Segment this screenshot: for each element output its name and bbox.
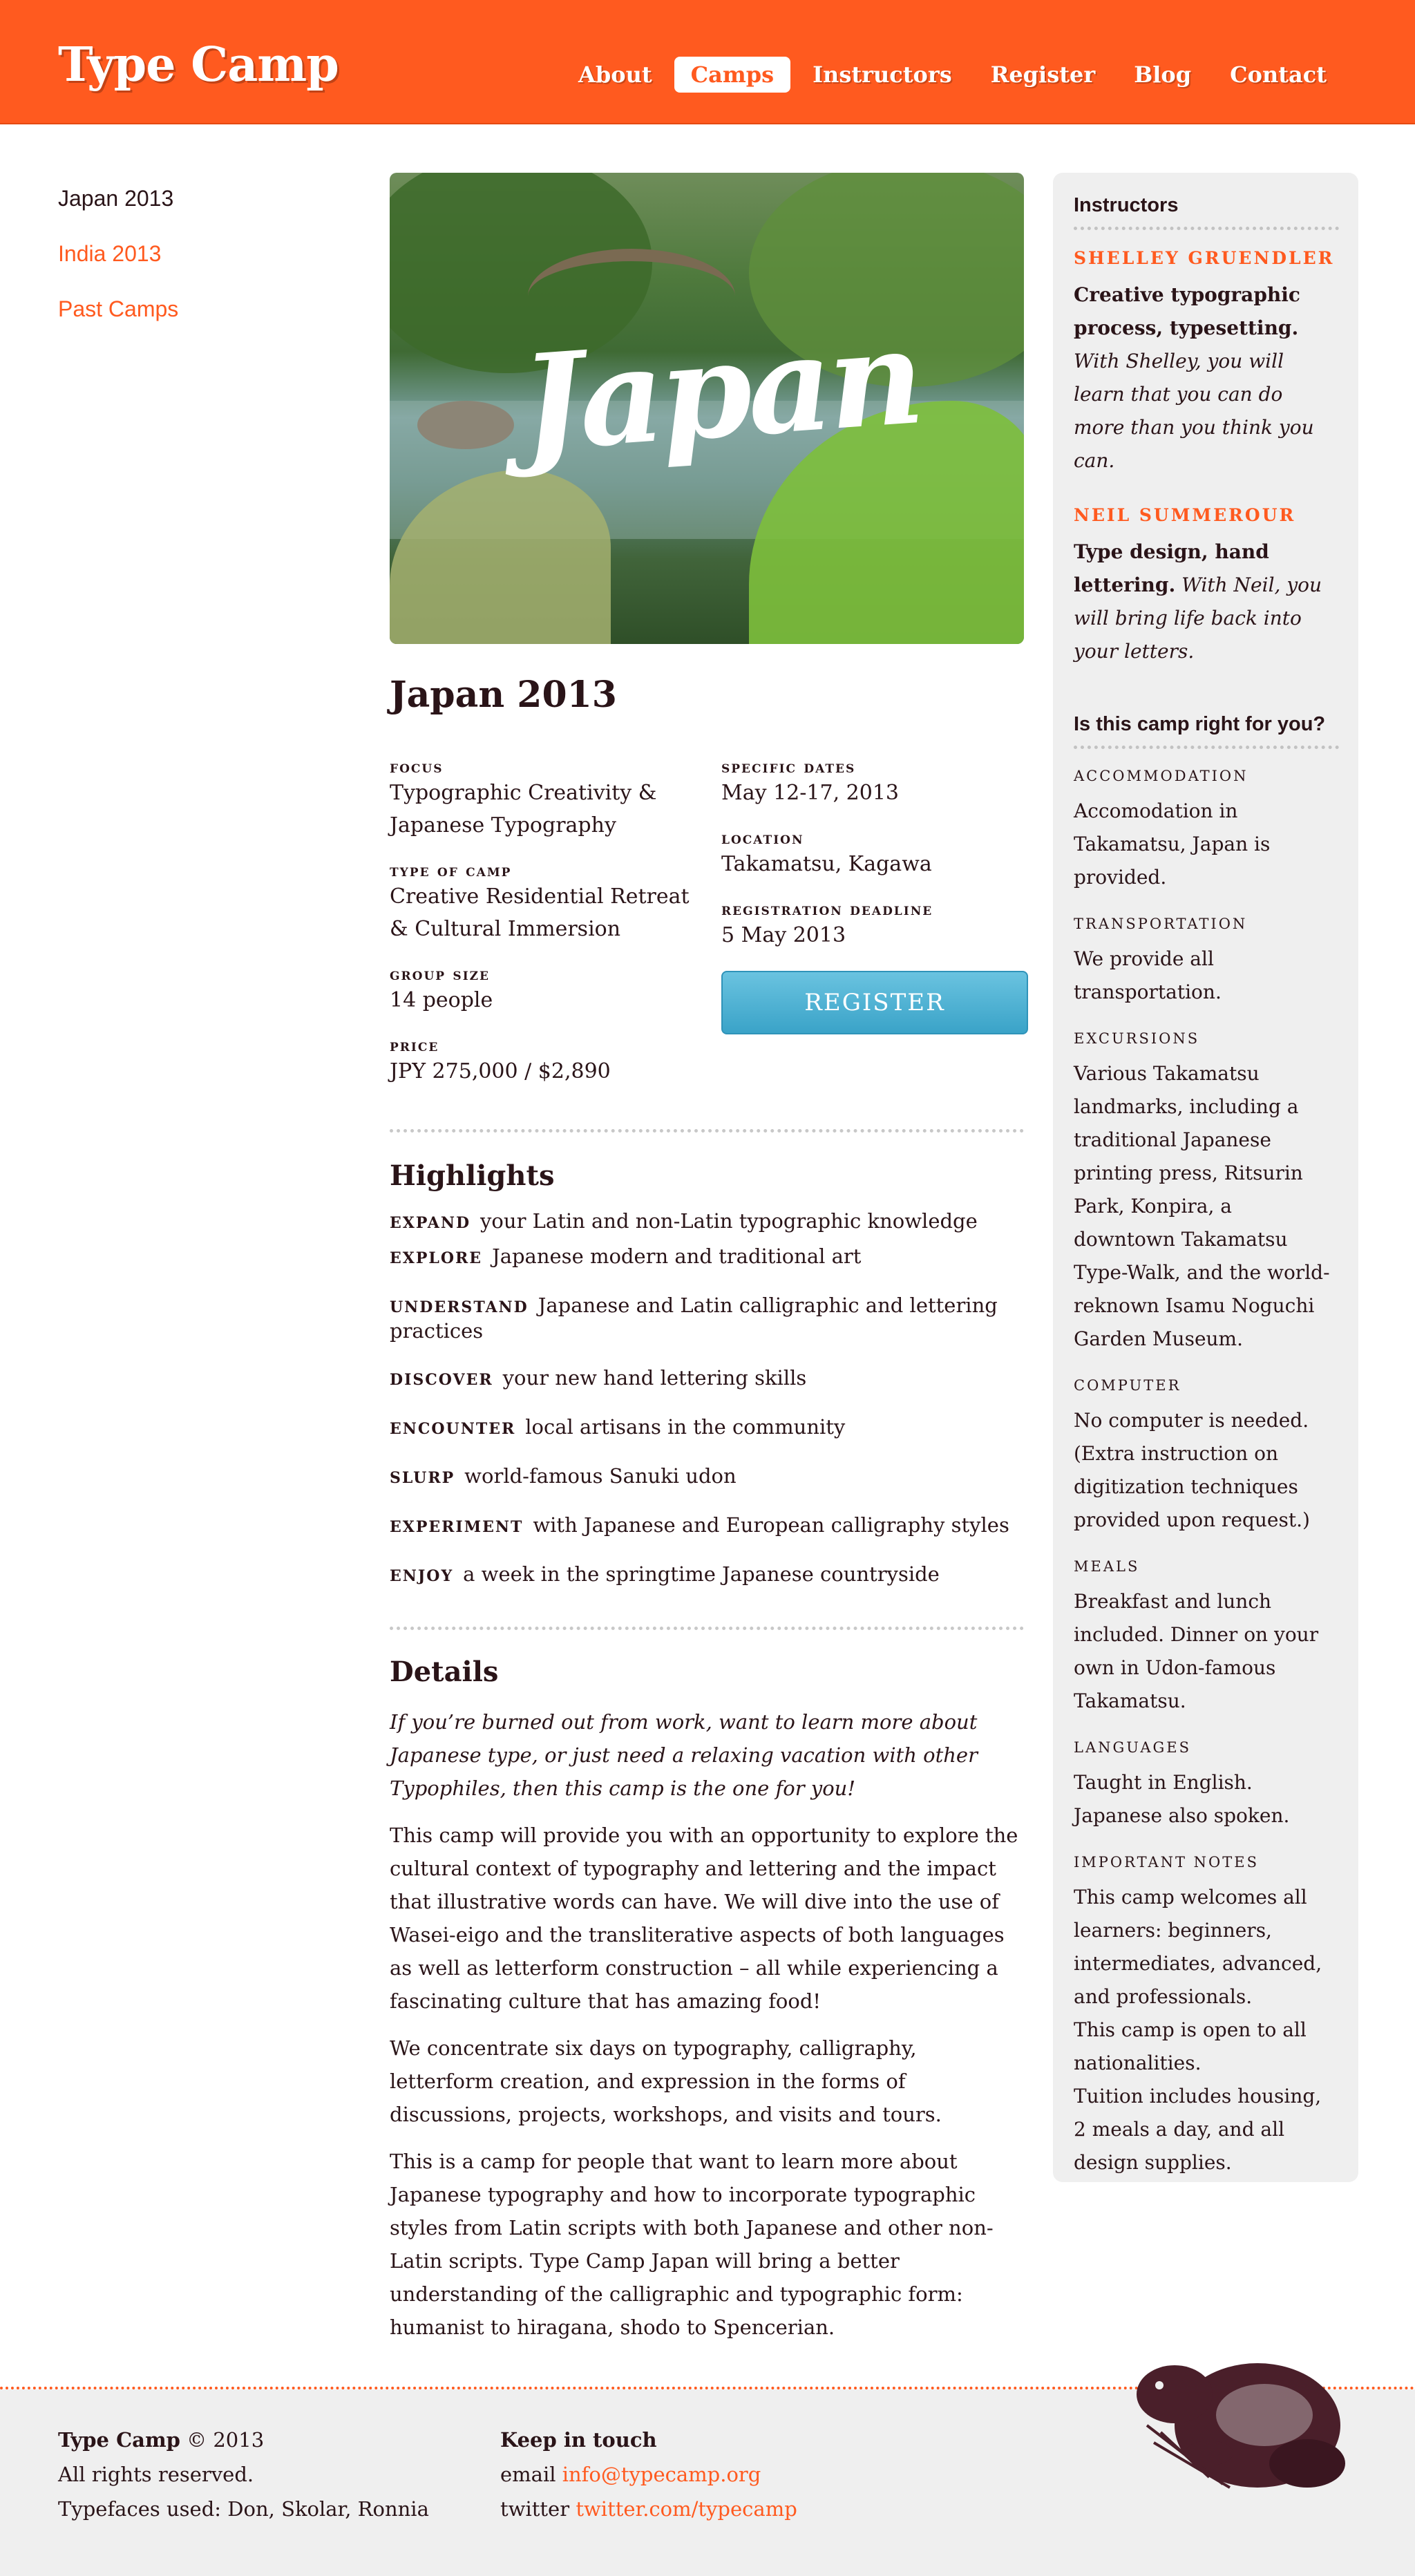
details-paragraph: This camp will provide you with an opportunity to explore the cultural context of typography and lettering and the impact that illustrative words can have. We will dive into the use of Wasei-eigo and the transliterative aspects of both languages as well as letterform construction – all while experiencing a fascinating culture that has amazing food!: [390, 1824, 1018, 2013]
fact-label: specific dates: [721, 757, 856, 777]
fact-dates: [721, 757, 1025, 809]
instructor-specialty: Type design, hand lettering.: [1074, 540, 1269, 596]
site-logo[interactable]: Type Camp: [58, 37, 339, 93]
fact-label: type of camp: [390, 860, 512, 880]
instructor-name[interactable]: NEIL SUMMEROUR: [1074, 505, 1296, 525]
footer-twitter: [500, 2492, 797, 2526]
hero-image: [390, 173, 1024, 644]
fact-value: May 12-17, 2013: [721, 781, 899, 805]
fact-label: registration deadline: [721, 899, 933, 919]
fit-label: MEALS: [1074, 1558, 1140, 1575]
nav-contact[interactable]: Contact: [1230, 61, 1327, 88]
highlight-verb: DISCOVER: [390, 1371, 493, 1389]
instructor-description: [1074, 536, 1339, 668]
highlight-verb: EXPLORE: [390, 1249, 483, 1267]
fit-value: Accomodation in Takamatsu, Japan is provided.: [1074, 799, 1271, 889]
nav-blog[interactable]: Blog: [1134, 61, 1192, 88]
camp-title: Japan 2013: [390, 674, 617, 716]
divider: [390, 1627, 1024, 1630]
list-item: [390, 1513, 1024, 1539]
camp-fit-heading: Is this camp right for you?: [1074, 712, 1339, 749]
fit-label: IMPORTANT NOTES: [1074, 1854, 1259, 1871]
sidenav-past-camps[interactable]: Past Camps: [58, 296, 179, 321]
instructor-blurb: With Shelley, you will learn that you can do more than you think you can.: [1074, 350, 1314, 472]
highlights-heading: Highlights: [390, 1159, 555, 1192]
camps-sidenav: [58, 185, 178, 351]
facts-left-column: [390, 757, 694, 1107]
footer-keep-heading: Keep in touch: [500, 2428, 657, 2452]
fact-focus: [390, 757, 694, 842]
twitter-link[interactable]: twitter.com/typecamp: [576, 2497, 797, 2521]
fit-label: EXCURSIONS: [1074, 1030, 1200, 1047]
details-paragraph: We concentrate six days on typography, calligraphy, letterform creation, and expression in the forms of discussions, projects, workshops, and visits and tours.: [390, 2036, 942, 2126]
footer-brand: Type Camp: [58, 2428, 180, 2452]
email-label: email: [500, 2463, 562, 2486]
main-content: [390, 173, 1024, 2339]
list-item: [390, 1366, 1024, 1392]
register-button[interactable]: REGISTER: [721, 971, 1028, 1034]
footer-typefaces: Typefaces used: Don, Skolar, Ronnia: [58, 2497, 429, 2521]
highlight-text: a week in the springtime Japanese countryside: [463, 1562, 940, 1586]
highlight-text: your Latin and non-Latin typographic knowledge: [480, 1209, 978, 1233]
highlight-verb: EXPAND: [390, 1214, 471, 1232]
fit-value: Taught in English. Japanese also spoken.: [1074, 1771, 1290, 1827]
fact-value: 5 May 2013: [721, 923, 846, 947]
nav-camps[interactable]: Camps: [674, 57, 790, 93]
hero-rock: [417, 401, 514, 449]
fact-deadline: [721, 900, 1025, 951]
instructor-name[interactable]: SHELLEY GRUENDLER: [1074, 248, 1335, 268]
fact-label: location: [721, 828, 804, 848]
instructor-blurb: With Neil, you will bring life back into your letters.: [1074, 574, 1322, 663]
instructor-description: [1074, 278, 1339, 477]
highlight-verb: ENJOY: [390, 1567, 454, 1585]
highlights-section: [390, 1159, 1024, 1588]
sidebar-panel: [1053, 173, 1358, 2182]
fit-value: We provide all transportation.: [1074, 947, 1222, 1003]
list-item: [390, 1562, 1024, 1588]
nav-about[interactable]: About: [578, 61, 652, 88]
fit-value: Various Takamatsu landmarks, including a traditional Japanese printing press, Ritsurin Park, Konpira, a downtown Takamatsu Type-Walk, and the world-reknown Isamu Noguchi Garden Museum.: [1074, 1062, 1330, 1350]
details-section: [390, 1658, 1024, 2358]
fact-type: [390, 861, 694, 945]
highlight-text: your new hand lettering skills: [502, 1366, 807, 1390]
fit-value: This camp welcomes all learners: beginners, intermediates, advanced, and professionals. This camp is open to all nationalities. Tuition includes housing, 2 meals a day, and all design supplies.: [1074, 1886, 1322, 2174]
email-link[interactable]: info@typecamp.org: [562, 2463, 761, 2486]
fact-value: 14 people: [390, 988, 493, 1012]
fit-value: No computer is needed. (Extra instruction on digitization techniques provided upon request.): [1074, 1409, 1310, 1531]
fact-price: [390, 1036, 694, 1088]
divider: [390, 1129, 1024, 1133]
fit-label: LANGUAGES: [1074, 1739, 1191, 1756]
fit-label: TRANSPORTATION: [1074, 916, 1248, 932]
nav-instructors[interactable]: Instructors: [813, 61, 952, 88]
sidebar-inner: [1074, 193, 1339, 2179]
fact-value: Typographic Creativity & Japanese Typography: [390, 781, 657, 837]
fact-value: Creative Residential Retreat & Cultural Immersion: [390, 884, 690, 941]
fit-value: Breakfast and lunch included. Dinner on your own in Udon-famous Takamatsu.: [1074, 1590, 1319, 1712]
fit-label: COMPUTER: [1074, 1377, 1181, 1394]
main-nav: [556, 57, 1343, 93]
list-item: [390, 1209, 1024, 1235]
fact-location: [721, 828, 1025, 880]
fit-label: ACCOMMODATION: [1074, 768, 1248, 784]
list-item: [390, 1294, 1024, 1343]
highlight-verb: SLURP: [390, 1469, 455, 1487]
sidenav-india-2013[interactable]: India 2013: [58, 241, 162, 266]
list-item: [390, 1244, 1024, 1270]
details-lead: If you’re burned out from work, want to learn more about Japanese type, or just need a relaxing vacation with other Typophiles, then this camp is the one for you!: [390, 1710, 978, 1800]
footer-copyright-block: [58, 2423, 429, 2526]
fact-group-size: [390, 965, 694, 1016]
hero-lettering: Japan: [515, 299, 925, 481]
highlights-list: [390, 1209, 1024, 1588]
nav-register[interactable]: Register: [990, 61, 1096, 88]
footer-contact-block: [500, 2423, 797, 2526]
site-header: [0, 0, 1415, 124]
highlight-text: Japanese and Latin calligraphic and lettering practices: [390, 1294, 998, 1343]
fact-label: price: [390, 1035, 439, 1055]
footer-copyright: [58, 2423, 429, 2457]
footer-rights: All rights reserved.: [58, 2463, 254, 2486]
highlight-verb: EXPERIMENT: [390, 1518, 524, 1536]
list-item: [390, 1415, 1024, 1441]
instructors-heading: Instructors: [1074, 193, 1339, 230]
highlight-verb: UNDERSTAND: [390, 1298, 529, 1316]
twitter-label: twitter: [500, 2497, 576, 2521]
highlight-text: with Japanese and European calligraphy styles: [533, 1513, 1009, 1537]
fact-value: JPY 275,000 / $2,890: [390, 1059, 611, 1083]
list-item: [390, 1464, 1024, 1490]
instructor-specialty: Creative typographic process, typesetting.: [1074, 283, 1300, 339]
details-paragraph: This is a camp for people that want to learn more about Japanese typography and how to incorporate typographic styles from Latin scripts with both Japanese and other non-Latin scripts. Type Camp Japan will bring a better understanding of the calligraphic and typographic form: humanist to hiragana, shodo to Spencerian.: [390, 2150, 994, 2339]
highlight-text: local artisans in the community: [525, 1415, 846, 1439]
fact-label: group size: [390, 964, 491, 984]
highlight-verb: ENCOUNTER: [390, 1420, 516, 1438]
sidenav-japan-2013[interactable]: Japan 2013: [58, 186, 174, 211]
footer-year: © 2013: [180, 2428, 265, 2452]
highlight-text: Japanese modern and traditional art: [492, 1244, 862, 1268]
beaver-mascot-icon: [1126, 2322, 1354, 2501]
fact-value: Takamatsu, Kagawa: [721, 852, 932, 876]
facts-right-column: [721, 757, 1025, 1034]
highlight-text: world-famous Sanuki udon: [464, 1464, 737, 1488]
footer-email: [500, 2457, 797, 2492]
details-heading: Details: [390, 1656, 499, 1688]
fact-label: focus: [390, 757, 444, 777]
